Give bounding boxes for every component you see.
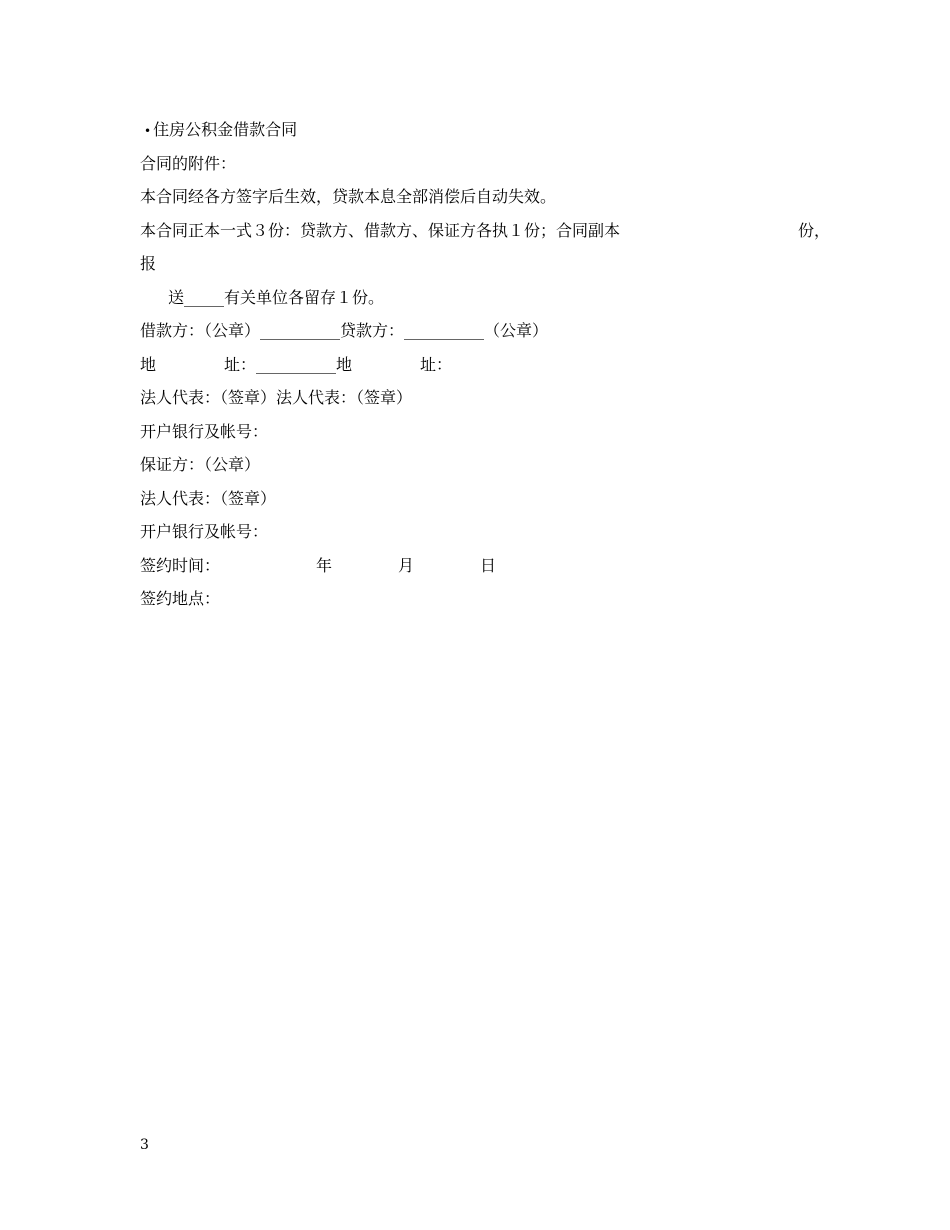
copies-clause-line [140, 219, 830, 253]
page-number: 3 [140, 1137, 149, 1153]
attachment-line [140, 152, 830, 186]
contract-title-line [140, 118, 830, 152]
year-label: 年 [316, 555, 333, 575]
copies-unit: 份， [797, 220, 830, 240]
validity-clause: 本合同经各方签字后生效，贷款本息全部消偿后自动失效。 [140, 187, 557, 206]
day-label: 日 [480, 555, 497, 575]
send-clause: 送_____有关单位各留存１份。 [168, 287, 385, 307]
guarantor-legal-rep-field: 法人代表：（签章） [140, 488, 277, 508]
bank-account-line-2 [140, 520, 830, 554]
address-field-2: 址： [420, 354, 453, 374]
validity-clause-line [140, 185, 830, 219]
address-label-2a: 地 [336, 354, 353, 374]
bank-account-label-1: 开户银行及帐号： [140, 421, 269, 441]
parties-line [140, 319, 830, 353]
borrower-seal-field: 借款方：（公章）__________ [140, 321, 341, 340]
lender-seal-field: 贷款方：__________（公章） [340, 321, 549, 340]
address-field-1: 址：__________ [224, 354, 337, 374]
legal-rep-fields: 法人代表：（签章）法人代表：（签章） [140, 388, 413, 407]
address-label-1a: 地 [140, 354, 157, 374]
send-clause-line [140, 286, 830, 320]
contract-title: 住房公积金借款合同 [153, 120, 298, 139]
guarantor-line [140, 453, 830, 487]
copies-clause: 本合同正本一式３份：贷款方、借款方、保证方各执１份；合同副本 [140, 220, 621, 240]
address-line [140, 353, 830, 387]
bank-account-label-2: 开户银行及帐号： [140, 522, 269, 541]
bank-account-line-1 [140, 420, 830, 454]
bullet-icon: • [144, 124, 152, 138]
attachment-label: 合同的附件： [140, 153, 237, 173]
sign-time-label: 签约时间： [140, 555, 221, 575]
month-label: 月 [398, 555, 415, 575]
report-line [140, 252, 830, 286]
guarantor-legal-rep-line [140, 487, 830, 521]
sign-time-line [140, 554, 830, 588]
sign-place-label: 签约地点： [140, 589, 221, 608]
sign-place-line [140, 587, 830, 621]
report-char: 报 [140, 254, 157, 273]
guarantor-seal-field: 保证方：（公章） [140, 455, 261, 474]
contract-body [140, 118, 830, 621]
legal-rep-line [140, 386, 830, 420]
